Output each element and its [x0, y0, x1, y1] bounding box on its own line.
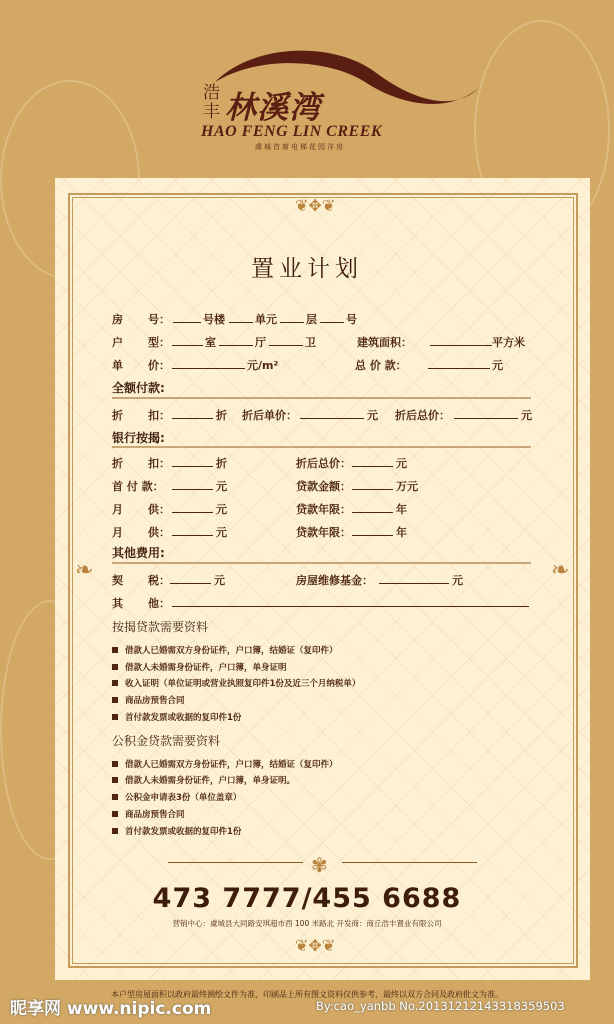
other-fees-heading: 其他费用:	[112, 546, 165, 560]
label: 折后总价：	[395, 409, 450, 422]
disclaimer: 本户型房屋面积以政府最终测绘文件为准，印刷品上所有图文资料仅供参考，最终以双方合同及政府批文为准。	[111, 990, 503, 999]
list-item	[112, 711, 241, 723]
label: 折	[112, 409, 123, 422]
divider	[168, 862, 303, 863]
discounted-unit-price-input[interactable]	[300, 407, 364, 419]
logo-english: HAO FENG LIN CREEK	[201, 123, 383, 140]
livingroom-input[interactable]	[219, 334, 253, 346]
bullet-icon	[112, 680, 118, 686]
discount-input[interactable]	[172, 407, 213, 419]
logo-tagline: 虞城首席电梯花园洋房	[255, 143, 345, 151]
maintenance-fund-input[interactable]	[379, 572, 449, 584]
label: 扣：	[148, 409, 170, 422]
label: 折后总价：	[296, 457, 351, 470]
list-item	[112, 661, 287, 673]
label: 建筑面积：	[357, 336, 412, 349]
list-item	[112, 825, 241, 837]
unit: 万元	[396, 480, 418, 493]
label: 他：	[148, 597, 170, 610]
logo-name: 林溪湾	[225, 90, 321, 126]
full-payment-heading: 全额付款:	[112, 381, 165, 395]
list-item-text: 借款人已婚需双方身份证件，户口簿，结婚证（复印件）	[125, 646, 338, 656]
unit: 卫	[305, 336, 316, 349]
label: 供：	[148, 526, 170, 539]
list-item	[112, 791, 241, 803]
right-ornament-icon: ❧	[551, 558, 570, 583]
label: 总 价 款：	[355, 359, 407, 372]
list-item-text: 商品房预售合同	[125, 696, 185, 706]
divider	[112, 562, 531, 564]
label: 税：	[148, 574, 170, 587]
floor-input[interactable]	[280, 311, 304, 323]
total-price-input[interactable]	[428, 357, 490, 369]
other-input[interactable]	[172, 595, 529, 607]
unit: 单元	[255, 313, 277, 326]
label: 月	[112, 526, 123, 539]
bullet-icon	[112, 777, 118, 783]
list-item-text: 借款人未婚需身份证件，户口簿，单身证明	[125, 663, 287, 673]
divider	[112, 397, 531, 399]
list-item	[112, 774, 295, 786]
page-title: 置业计划	[251, 256, 363, 282]
unit: 层	[306, 313, 317, 326]
unit: 元	[367, 409, 378, 422]
divider	[342, 862, 477, 863]
unit: 元	[216, 526, 227, 539]
unit: 元/m²	[247, 359, 279, 372]
list-item-text: 借款人未婚需身份证件，户口簿，单身证明。	[125, 776, 296, 786]
address: 营销中心：虞城县大同路安琪超市西 100 米路北 开发商：商丘浩丰置业有限公司	[172, 919, 442, 928]
label: 价：	[148, 359, 170, 372]
unit: 元	[452, 574, 463, 587]
list-item-text: 借款人已婚需双方身份证件，户口簿，结婚证（复印件）	[125, 760, 338, 770]
unit: 元	[216, 480, 227, 493]
bullet-icon	[112, 697, 118, 703]
label: 折后单价：	[242, 409, 297, 422]
unit: 平方米	[492, 336, 525, 349]
bullet-icon	[112, 714, 118, 720]
label: 型：	[148, 336, 170, 349]
unit: 号楼	[203, 313, 225, 326]
watermark-id: By:cao_yanbb No.20131212143318359503	[316, 999, 565, 1013]
unit: 年	[396, 503, 407, 516]
list-item-text: 收入证明（单位证明或营业执照复印件1份及近三个月纳税单）	[125, 679, 361, 689]
unit: 号	[346, 313, 357, 326]
unit: 元	[521, 409, 532, 422]
unit-input[interactable]	[229, 311, 253, 323]
list-item	[112, 677, 360, 689]
unit: 年	[396, 526, 407, 539]
list-item-text: 首付款发票或收据的复印件1份	[125, 713, 242, 723]
discount-input[interactable]	[172, 455, 213, 467]
label: 贷款金额：	[296, 480, 351, 493]
unit: 元	[216, 503, 227, 516]
label: 单	[112, 359, 123, 372]
bedroom-input[interactable]	[172, 334, 203, 346]
room-number-input[interactable]	[320, 311, 344, 323]
label: 折	[112, 457, 123, 470]
bank-mortgage-heading: 银行按揭:	[112, 431, 165, 445]
label: 号：	[148, 313, 170, 326]
loan-amount-input[interactable]	[352, 478, 393, 490]
list-item-text: 公积金申请表3份（单位盖章）	[125, 793, 242, 803]
left-ornament-icon: ❧	[75, 558, 94, 583]
label: 户	[112, 336, 123, 349]
unit: 室	[205, 336, 216, 349]
brand-logo	[195, 42, 485, 157]
bullet-icon	[112, 811, 118, 817]
list-item	[112, 694, 185, 706]
label: 月	[112, 503, 123, 516]
list-item	[112, 644, 338, 656]
discounted-total-input[interactable]	[352, 455, 393, 467]
label: 贷款年限：	[296, 526, 351, 539]
bullet-icon	[112, 761, 118, 767]
monthly-payment-input[interactable]	[172, 501, 213, 513]
area-input[interactable]	[430, 334, 492, 346]
list-item	[112, 758, 338, 770]
unit: 元	[214, 574, 225, 587]
watermark-site: 昵享网 www.nipic.com	[10, 999, 212, 1019]
list-item-text: 商品房预售合同	[125, 810, 185, 820]
mortgage-docs-heading: 按揭贷款需要资料	[112, 620, 209, 634]
unit: 折	[216, 457, 227, 470]
discounted-total-input[interactable]	[454, 407, 518, 419]
label: 房	[112, 313, 123, 326]
label: 房屋维修基金：	[296, 574, 373, 587]
fund-docs-heading: 公积金贷款需要资料	[112, 734, 221, 748]
list-item-text: 首付款发票或收据的复印件1份	[125, 827, 242, 837]
label: 首 付 款：	[112, 480, 164, 493]
label: 贷款年限：	[296, 503, 351, 516]
phone-number: 473 7777/455 6688	[152, 883, 462, 914]
label: 契	[112, 574, 123, 587]
divider	[112, 446, 531, 448]
monthly-payment-input[interactable]	[172, 524, 213, 536]
logo-prefix: 浩丰	[203, 83, 220, 122]
unit: 元	[396, 457, 407, 470]
bullet-icon	[112, 794, 118, 800]
label: 供：	[148, 503, 170, 516]
loan-term-input[interactable]	[352, 524, 393, 536]
label: 扣：	[148, 457, 170, 470]
deed-tax-input[interactable]	[170, 572, 211, 584]
loan-term-input[interactable]	[352, 501, 393, 513]
center-ornament-icon: ✾	[311, 853, 328, 877]
top-ornament-icon: ❦✥❦	[295, 196, 336, 215]
unit: 折	[216, 409, 227, 422]
unit: 厅	[255, 336, 266, 349]
bullet-icon	[112, 647, 118, 653]
label: 其	[112, 597, 123, 610]
down-payment-input[interactable]	[172, 478, 213, 490]
building-input[interactable]	[173, 311, 201, 323]
unit-price-input[interactable]	[172, 357, 245, 369]
unit: 元	[492, 359, 503, 372]
bullet-icon	[112, 828, 118, 834]
bottom-ornament-icon: ❦✥❦	[295, 936, 336, 955]
list-item	[112, 808, 185, 820]
bathroom-input[interactable]	[269, 334, 303, 346]
bullet-icon	[112, 664, 118, 670]
